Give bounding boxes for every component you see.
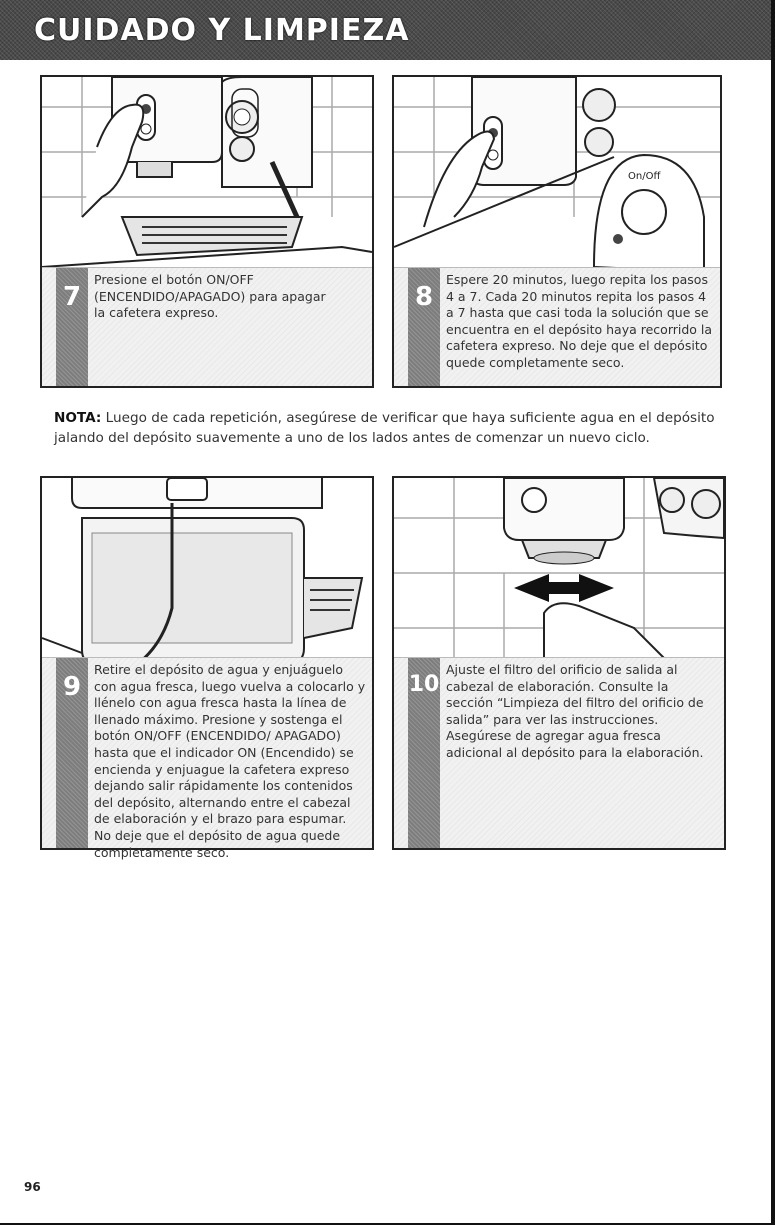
- note-text: Luego de cada repetición, asegúrese de verificar que haya suficiente agua en el depósito jalando del depósito suavemente a uno de los lados antes de comenzar un nuevo ciclo.: [54, 410, 715, 446]
- step-number: 8: [414, 282, 434, 312]
- page-number: 96: [24, 1180, 41, 1194]
- brew-head-filter-illustration: [394, 478, 724, 668]
- espresso-machine-illustration: [42, 77, 372, 272]
- on-off-label: On/Off: [628, 171, 661, 182]
- step-number: 10: [408, 672, 440, 697]
- step-caption: [42, 657, 372, 860]
- step-caption: [394, 657, 724, 848]
- step-instruction: Espere 20 minutos, luego repita los pasos 4 a 7. Cada 20 minutos repita los pasos 4 a 7 hasta que casi toda la solución que se encuentra en el depósito haya recorrido la cafetera expreso. No deje que el depósito quede completamente seco.: [446, 272, 713, 370]
- step-panel-8: [392, 75, 722, 388]
- page-edge-bar: [771, 0, 775, 1225]
- step-instruction: Retire el depósito de agua y enjuáguelo con agua fresca, luego vuelva a colocarlo y llénelo con agua fresca hasta la línea de llenado máximo. Presione y sostenga el botón ON/OFF (ENCENDIDO/ APAGADO) hasta que el indicador ON (Encendido) se encienda y enjuague la cafetera expreso dejando salir rápidamente los contenidos del depósito, alternando entre el cabezal de elaboración y el brazo para espumar. No deje que el depósito de agua quede completamente seco.: [94, 662, 366, 860]
- step-instruction: Presione el botón ON/OFF (ENCENDIDO/APAGADO) para apagar la cafetera expreso.: [94, 272, 326, 321]
- note-paragraph: [54, 408, 754, 448]
- step-caption: [394, 267, 720, 386]
- step-panel-7: [40, 75, 374, 388]
- step-number: 9: [62, 672, 82, 702]
- step-panel-10: [392, 476, 726, 850]
- step-panel-9: [40, 476, 374, 860]
- water-reservoir-illustration: [42, 478, 372, 668]
- step-caption: [42, 267, 372, 386]
- note-label: NOTA:: [54, 410, 102, 426]
- section-header: [0, 0, 775, 60]
- section-title: CUIDADO Y LIMPIEZA: [34, 13, 410, 48]
- step-instruction: Ajuste el filtro del orificio de salida al cabezal de elaboración. Consulte la sección “Limpieza del filtro del orificio de salida” para ver las instrucciones. Asegúrese de agregar agua fresca adicional al depósito para la elaboración.: [446, 662, 704, 760]
- step-number: 7: [62, 282, 82, 312]
- on-off-button-illustration: [394, 77, 720, 272]
